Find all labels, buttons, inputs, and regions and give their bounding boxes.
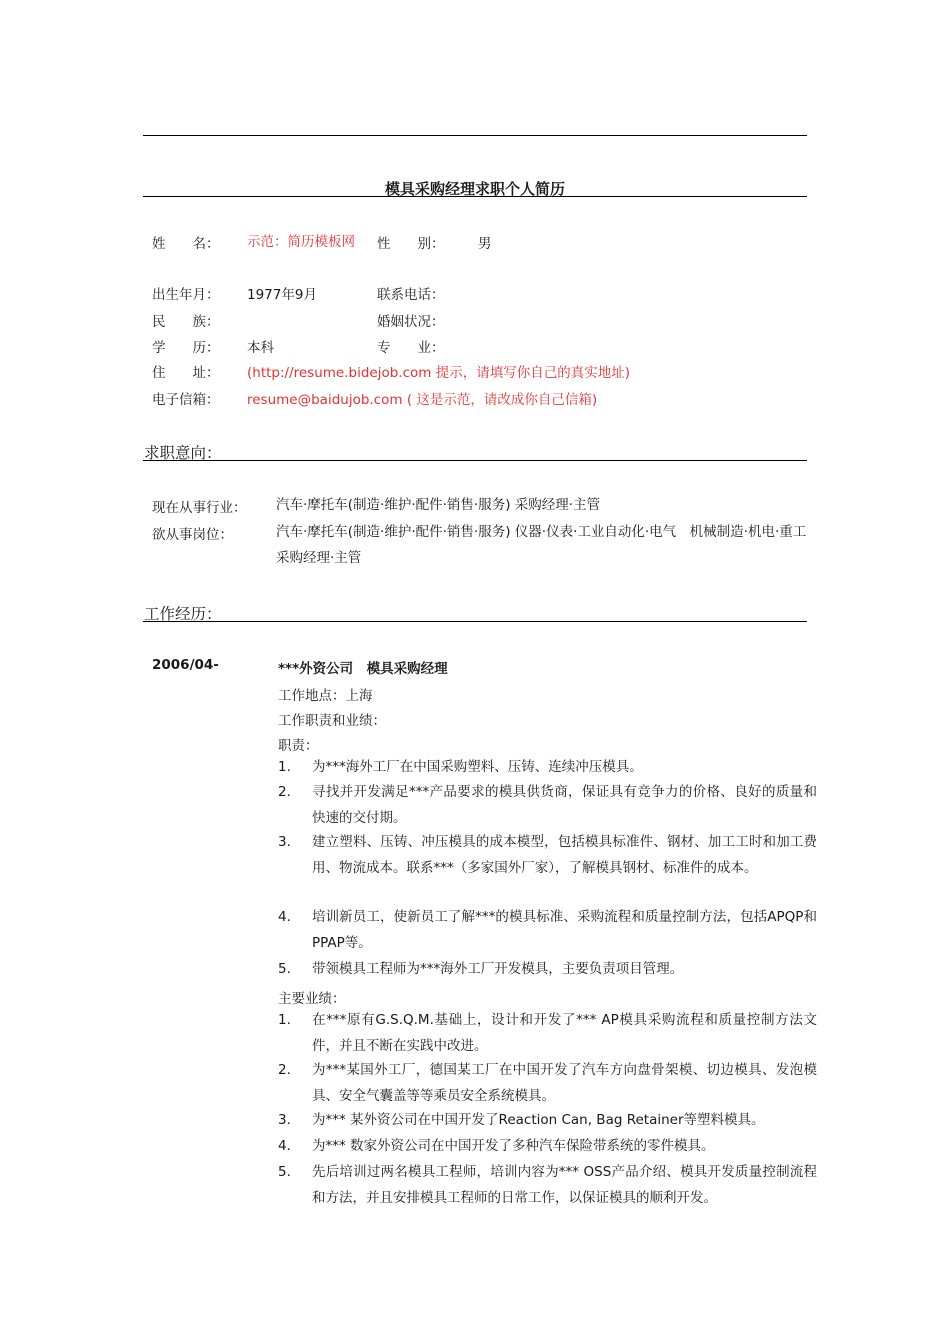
address-value: (http://resume.bidejob.com 提示，请填写你自己的真实地址) — [247, 365, 630, 381]
name-value: 示范：简历模板网 — [247, 234, 355, 250]
ethnic-label: 民 族： — [152, 314, 220, 330]
name-label: 姓 名： — [152, 236, 220, 252]
email-value: resume@baidujob.com ( 这是示范，请改成你自己信箱) — [247, 392, 598, 408]
birth-value: 1977年9月 — [247, 287, 317, 303]
current-industry-value: 汽车·摩托车(制造·维护·配件·销售·服务) 采购经理·主管 — [276, 497, 601, 513]
top-rule — [143, 135, 807, 136]
phone-label: 联系电话： — [377, 287, 445, 303]
intent-rule — [143, 460, 807, 461]
achievement-item: 为***某国外工厂，德国某工厂在中国开发了汽车方向盘骨架模、切边模具、发泡模具、安全气囊盖等等乘员安全系统模具。 — [312, 1062, 817, 1104]
duty-item: 培训新员工，使新员工了解***的模具标准、采购流程和质量控制方法，包括APQP和PPAP等。 — [312, 909, 817, 951]
education-label: 学 历： — [152, 340, 220, 356]
achievement-num: 5. — [278, 1164, 291, 1180]
intent-heading: 求职意向： — [144, 444, 222, 462]
duty-num: 5. — [278, 961, 291, 977]
duty-num: 3. — [278, 834, 291, 850]
work-company: ***外资公司 模具采购经理 — [278, 661, 448, 677]
work-heading: 工作经历： — [144, 605, 222, 623]
email-label: 电子信箱： — [152, 392, 220, 408]
duties-heading: 工作职责和业绩： — [278, 713, 386, 729]
birth-label: 出生年月： — [152, 287, 220, 303]
duty-num: 2. — [278, 784, 291, 800]
duty-num: 4. — [278, 909, 291, 925]
achievement-num: 2. — [278, 1062, 291, 1078]
duty-num: 1. — [278, 759, 291, 775]
title-underline — [143, 196, 807, 197]
achievement-item: 为*** 数家外资公司在中国开发了多种汽车保险带系统的零件模具。 — [312, 1138, 715, 1154]
achievements-label: 主要业绩： — [278, 991, 346, 1007]
gender-value: 男 — [478, 236, 492, 252]
achievement-num: 3. — [278, 1112, 291, 1128]
duty-item: 带领模具工程师为***海外工厂开发模具，主要负责项目管理。 — [312, 961, 684, 977]
duty-label: 职责： — [278, 738, 319, 754]
duty-item: 寻找并开发满足***产品要求的模具供货商，保证具有竞争力的价格、良好的质量和快速的交付期。 — [312, 784, 817, 826]
address-label: 住 址： — [152, 365, 220, 381]
work-rule — [143, 621, 807, 622]
current-industry-label: 现在从事行业： — [152, 500, 247, 516]
duty-item: 建立塑料、压铸、冲压模具的成本模型，包括模具标准件、钢材、加工工时和加工费用、物流成本。联系***（多家国外厂家），了解模具钢材、标准件的成本。 — [312, 834, 817, 876]
document-title: 模具采购经理求职个人简历 — [384, 180, 565, 198]
achievement-item: 在***原有G.S.Q.M.基础上，设计和开发了*** AP模具采购流程和质量控制方法文件，并且不断在实践中改进。 — [312, 1012, 817, 1054]
work-date: 2006/04- — [152, 657, 219, 673]
marital-label: 婚姻状况： — [377, 314, 445, 330]
achievement-num: 1. — [278, 1012, 291, 1028]
major-label: 专 业： — [377, 340, 445, 356]
education-value: 本科 — [247, 340, 274, 356]
achievement-item: 为*** 某外资公司在中国开发了Reaction Can, Bag Retainer等塑料模具。 — [312, 1112, 765, 1128]
achievement-item: 先后培训过两名模具工程师，培训内容为*** OSS产品介绍、模具开发质量控制流程和方法，并且安排模具工程师的日常工作，以保证模具的顺利开发。 — [312, 1164, 817, 1206]
duty-item: 为***海外工厂在中国采购塑料、压铸、连续冲压模具。 — [312, 759, 643, 775]
work-location: 工作地点：上海 — [278, 688, 373, 704]
achievement-num: 4. — [278, 1138, 291, 1154]
desired-position-value: 汽车·摩托车(制造·维护·配件·销售·服务) 仪器·仪表·工业自动化·电气 机械制造·机电·重工 采购经理·主管 — [276, 524, 820, 566]
gender-label: 性 别： — [377, 236, 445, 252]
desired-position-label: 欲从事岗位： — [152, 527, 233, 543]
